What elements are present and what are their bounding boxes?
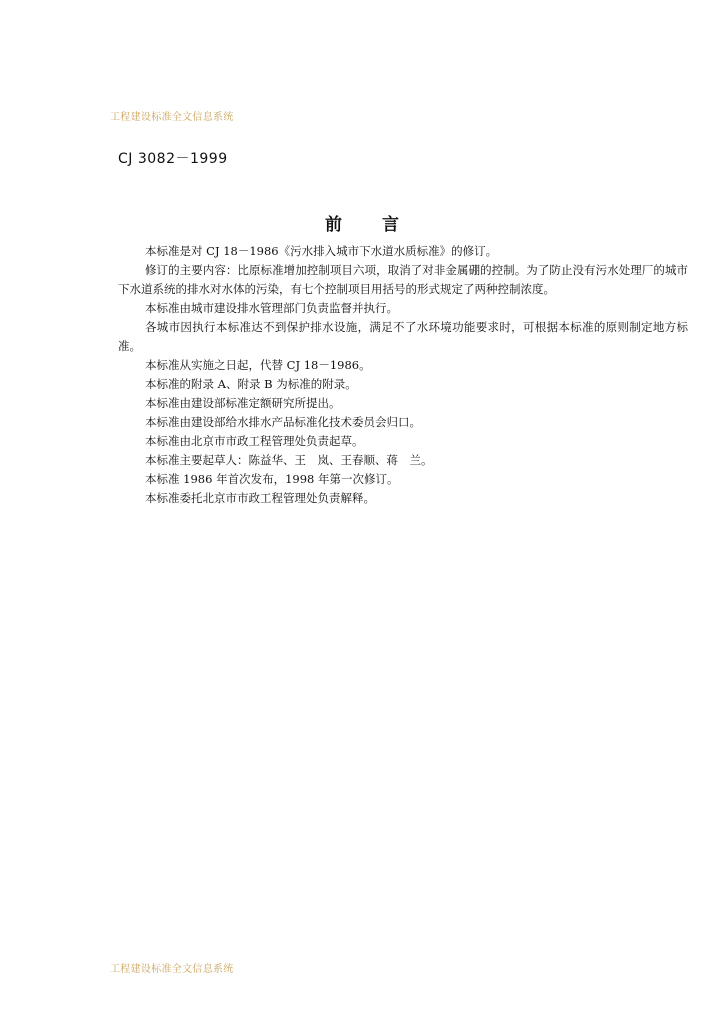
paragraph-proposer: 本标准由建设部标准定额研究所提出。	[145, 396, 341, 410]
paragraph-local-standards: 各城市因执行本标准达不到保护排水设施，满足不了水环境功能要求时，可根据本标准的原则制定地方标准。	[118, 320, 688, 353]
paragraph-interpretation: 本标准委托北京市市政工程管理处负责解释。	[145, 491, 375, 505]
paragraph-drafting-unit: 本标准由北京市市政工程管理处负责起草。	[145, 434, 364, 448]
watermark-footer: 工程建设标准全文信息系统	[110, 964, 234, 975]
paragraph-drafters: 本标准主要起草人：陈益华、王 岚、王春顺、蒋 兰。	[145, 453, 433, 467]
paragraph-committee: 本标准由建设部给水排水产品标准化技术委员会归口。	[145, 415, 421, 429]
paragraph-history: 本标准 1986 年首次发布，1998 年第一次修订。	[145, 472, 399, 486]
paragraph-revision-note: 本标准是对 CJ 18－1986《污水排入城市下水道水质标准》的修订。	[145, 244, 498, 258]
standard-code: CJ 3082－1999	[118, 151, 228, 167]
paragraph-main-changes: 修订的主要内容：比原标准增加控制项目六项，取消了对非金属硼的控制。为了防止没有污水处理厂的城市下水道系统的排水对水体的污染，有七个控制项目用括号的形式规定了两种控制浓度。	[118, 263, 688, 296]
watermark-header: 工程建设标准全文信息系统	[110, 112, 234, 123]
paragraph-supervision: 本标准由城市建设排水管理部门负责监督并执行。	[145, 301, 398, 315]
foreword-body	[118, 242, 688, 508]
paragraph-appendix: 本标准的附录 A、附录 B 为标准的附录。	[145, 377, 357, 391]
paragraph-replacement: 本标准从实施之日起，代替 CJ 18－1986。	[145, 358, 371, 372]
page-title: 前言	[325, 215, 439, 235]
